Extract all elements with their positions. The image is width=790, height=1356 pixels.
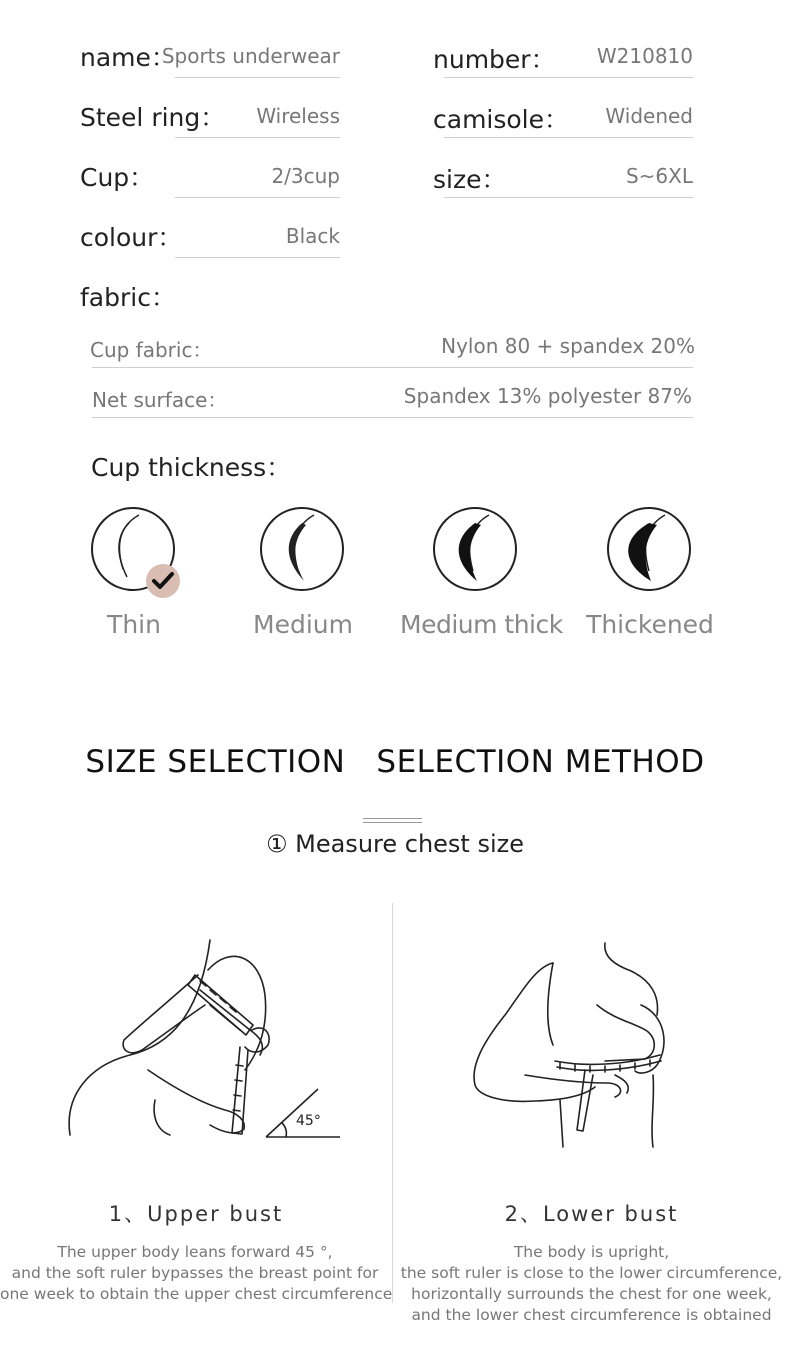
desc-line: horizontally surrounds the chest for one week,: [411, 1285, 772, 1303]
step-title: ① Measure chest size: [265, 830, 525, 858]
thickness-title: Cup thickness：: [91, 453, 292, 482]
spec-label: camisole：: [433, 105, 570, 134]
fabric-title: fabric：: [80, 283, 176, 312]
lower-bust-illustration: [465, 935, 695, 1150]
fabric-label: Cup fabric：: [90, 338, 213, 362]
divider: [444, 137, 693, 138]
divider: [92, 417, 693, 418]
medium-thick-cup-icon: [433, 507, 517, 591]
desc-line: and the soft ruler bypasses the breast point for: [11, 1264, 379, 1282]
divider: [175, 77, 340, 78]
spec-label: colour：: [80, 223, 183, 252]
divider: [444, 77, 693, 78]
spec-label: size：: [433, 165, 507, 194]
upper-bust-caption: 1、Upper bust: [108, 1202, 284, 1226]
thickness-label: Thickened: [586, 610, 714, 639]
thickened-cup-icon: [607, 507, 691, 591]
fabric-value: Spandex 13% polyester 87%: [403, 384, 692, 408]
divider: [444, 197, 693, 198]
spec-label: number：: [433, 45, 556, 74]
desc-line: one week to obtain the upper chest circumference: [0, 1285, 393, 1303]
upper-bust-illustration: [60, 935, 350, 1150]
section-heading: SIZE SELECTION SELECTION METHOD: [85, 744, 705, 780]
lower-bust-description: [393, 1242, 790, 1326]
thickness-label: Medium: [253, 610, 353, 639]
divider: [175, 137, 340, 138]
fabric-value: Nylon 80 + spandex 20%: [441, 334, 695, 358]
desc-line: and the lower chest circumference is obtained: [411, 1306, 772, 1324]
spec-value: S~6XL: [625, 164, 693, 188]
check-icon: [146, 564, 180, 598]
spec-label: name：: [80, 43, 176, 72]
desc-line: the soft ruler is close to the lower circumference,: [400, 1264, 783, 1282]
fabric-label: Net surface：: [92, 388, 228, 412]
lower-bust-caption: 2、Lower bust: [504, 1202, 679, 1226]
spec-label: Steel ring：: [80, 103, 226, 132]
desc-line: The body is upright,: [513, 1243, 670, 1261]
spec-value: W210810: [596, 44, 693, 68]
divider: [175, 257, 340, 258]
spec-value: Sports underwear: [161, 44, 340, 68]
thickness-label: Thin: [107, 610, 161, 639]
divider: [92, 367, 693, 368]
divider: [175, 197, 340, 198]
medium-cup-icon: [260, 507, 344, 591]
angle-label: 45°: [296, 1113, 321, 1129]
upper-bust-description: [0, 1242, 393, 1305]
spec-value: Black: [285, 224, 340, 248]
spec-value: Wireless: [256, 104, 340, 128]
heading-divider: [363, 818, 422, 823]
spec-value: 2/3cup: [271, 164, 340, 188]
spec-value: Widened: [605, 104, 693, 128]
thickness-label: Medium thick: [400, 610, 563, 639]
spec-label: Cup：: [80, 163, 155, 192]
desc-line: The upper body leans forward 45 °,: [57, 1243, 333, 1261]
